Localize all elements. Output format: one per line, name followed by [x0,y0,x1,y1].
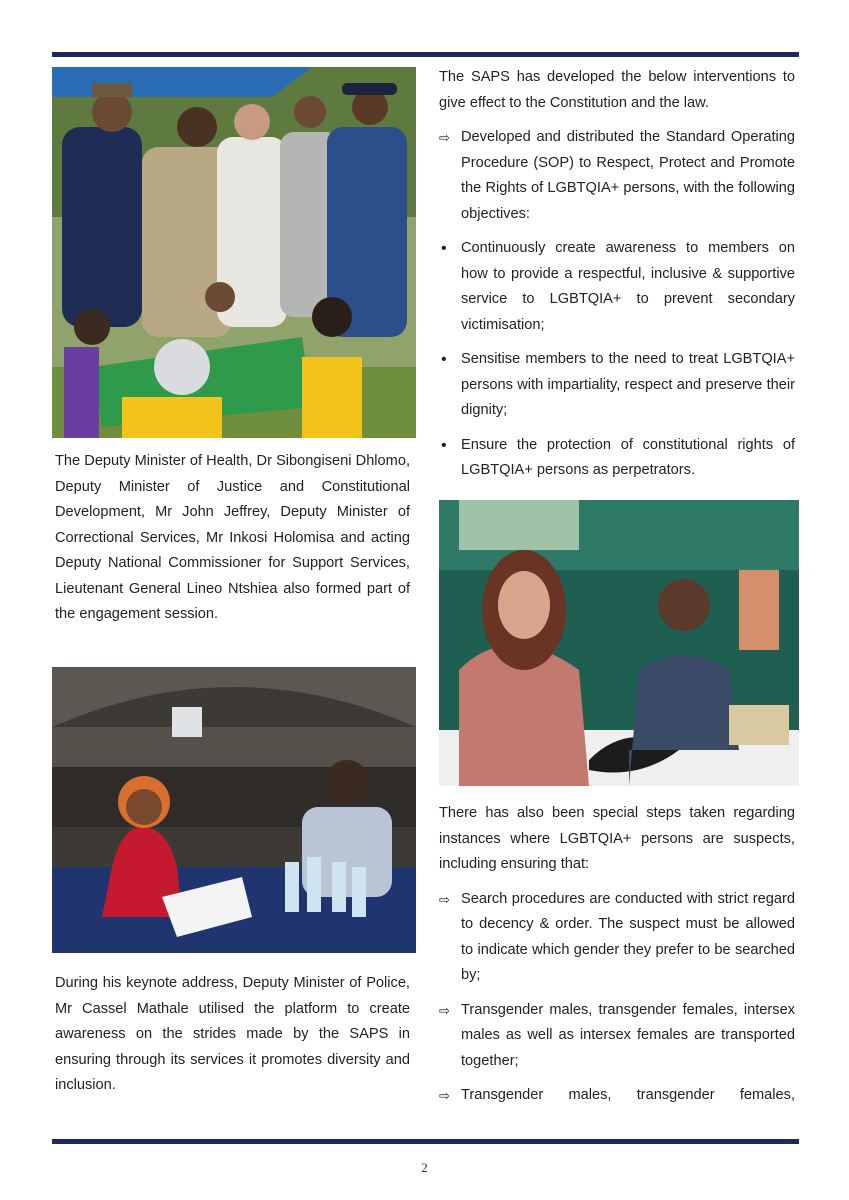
bullet-marker-icon: • [441,436,447,454]
list-item: • Ensure the protection of constitutional rights of LGBTQIA+ persons as perpetrators. [439,433,795,484]
interventions-section [439,65,795,484]
bullet-marker-icon: • [441,351,447,368]
list-item: ⇨ Search procedures are conducted with strict regard to decency & order. The suspect must be allowed to indicate which gender they prefer to be searched by; [439,887,795,989]
caption-keynote-text: During his keynote address, Deputy Minister of Police, Mr Cassel Mathale utilised the platform to create awareness on the strides made by the SAPS in ensuring through its services it promotes diversity and inclusion. [55,975,410,1093]
top-rule [52,52,799,57]
arrow-marker-icon: ⇨ [439,130,450,145]
list-item: ⇨ Developed and distributed the Standard Operating Procedure (SOP) to Respect, Protect and Promote the Rights of LGBTQIA+ persons, with the following objectives: [439,125,795,227]
interventions-intro: The SAPS has developed the below interventions to give effect to the Constitution and the law. [439,69,795,111]
list-item: • Continuously create awareness to members on how to provide a respectful, inclusive & supportive service to LGBTQIA+ to prevent secondary victimisation; [439,236,795,338]
list-item: ⇨ Transgender males, transgender females, [439,1083,795,1109]
photo-keynote-audience [52,667,416,953]
photo-engagement-table [439,500,799,786]
list-item: • Sensitise members to the need to treat LGBTQIA+ persons with impartiality, respect and preserve their dignity; [439,347,795,424]
list-item: ⇨ Transgender males, transgender females, intersex males as well as intersex females are transported together; [439,998,795,1075]
arrow-marker-icon: ⇨ [439,1088,450,1103]
page-number: 2 [421,1160,428,1175]
arrow-marker-icon: ⇨ [439,891,450,907]
suspects-section [439,801,795,1109]
bullet-marker-icon: • [441,240,447,257]
arrow-marker-icon: ⇨ [439,1002,450,1018]
photo-officials-with-dolls [52,67,416,438]
caption-officials-text: The Deputy Minister of Health, Dr Sibongiseni Dhlomo, Deputy Minister of Justice and Constitutional Development, Mr John Jeffrey, Deputy Minister of Correctional Services, Mr Inkosi Holomisa and acting Deputy National Commissioner for Support Services, Lieutenant General Lineo Ntshiea also formed part of the engagement session. [55,453,410,622]
interventions-list [439,125,795,484]
suspect-steps-list [439,887,795,1109]
suspects-intro: There has also been special steps taken regarding instances where LGBTQIA+ persons are suspects, including ensuring that: [439,805,795,872]
bottom-rule [52,1139,799,1144]
caption-officials [55,449,410,628]
caption-keynote [55,971,410,1099]
